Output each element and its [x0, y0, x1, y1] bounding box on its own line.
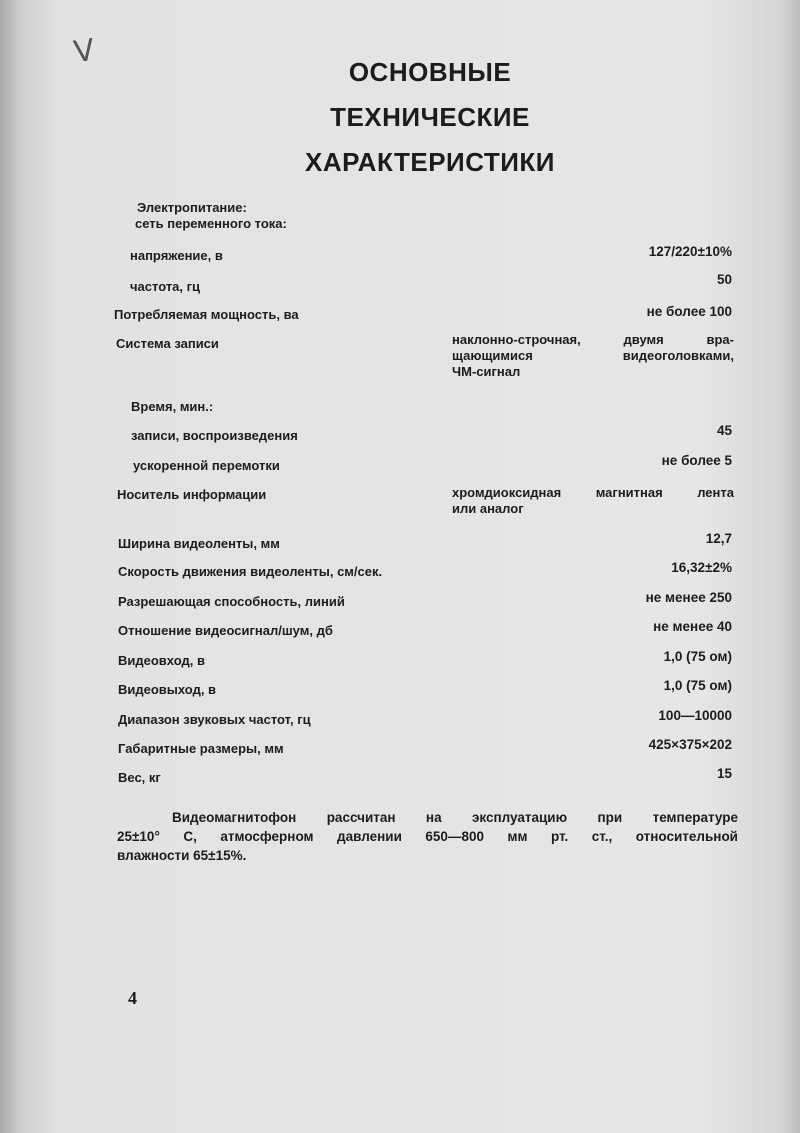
spec-value-tape-width: 12,7 — [705, 531, 732, 546]
spec-value-line: щающимися видеоголовками, — [452, 348, 734, 363]
title-line: ХАРАКТЕРИСТИКИ — [305, 147, 555, 177]
page-number: 4 — [128, 988, 137, 1008]
spec-label-audio-range: Диапазон звуковых частот, гц — [118, 712, 311, 727]
spec-value-line: хромдиоксидная магнитная лента — [452, 485, 734, 500]
spec-label-video-in: Видеовход, в — [118, 653, 205, 668]
note-line: влажности 65±15%. — [117, 848, 247, 863]
spec-value-power: не более 100 — [646, 304, 732, 319]
spec-label-fast-wind: ускоренной перемотки — [133, 458, 280, 473]
spec-value-audio-range: 100—10000 — [658, 708, 732, 723]
spec-value-fast-wind: не более 5 — [661, 453, 732, 468]
spec-value-dimensions: 425×375×202 — [648, 737, 732, 752]
spec-label-video-out: Видеовыход, в — [118, 682, 217, 697]
spec-label-record-play: записи, воспроизведения — [131, 428, 298, 443]
title-line: ОСНОВНЫЕ — [348, 57, 512, 87]
spec-value-line: или аналог — [452, 501, 524, 516]
check-mark: V — [71, 32, 97, 71]
spec-label-resolution: Разрешающая способность, линий — [118, 594, 345, 609]
spec-label-tape-width: Ширина видеоленты, мм — [118, 536, 280, 551]
spec-value-recording-system — [452, 332, 734, 380]
operating-conditions-note — [117, 808, 738, 865]
spec-value-snr: не менее 40 — [653, 619, 732, 634]
spec-value-weight: 15 — [716, 766, 732, 781]
spec-label-media: Носитель информации — [117, 487, 267, 502]
spec-label-voltage: напряжение, в — [130, 248, 223, 263]
spec-label-dimensions: Габаритные размеры, мм — [118, 741, 284, 756]
spec-value-resolution: не менее 250 — [645, 590, 732, 605]
power-subheading: сеть переменного тока: — [135, 216, 287, 231]
spec-value-record-play: 45 — [716, 423, 732, 438]
spec-value-video-out: 1,0 (75 ом) — [663, 678, 732, 693]
spec-label-power: Потребляемая мощность, ва — [114, 307, 299, 322]
title-line: ТЕХНИЧЕСКИЕ — [330, 102, 530, 132]
spec-label-recording-system: Система записи — [116, 336, 219, 351]
note-line: Видеомагнитофон рассчитан на эксплуатацию при температуре — [172, 810, 738, 825]
spec-value-line: наклонно-строчная, двумя вра- — [452, 332, 734, 347]
power-heading: Электропитание: — [137, 200, 247, 215]
spec-label-frequency: частота, гц — [130, 279, 201, 294]
spec-value-frequency: 50 — [716, 272, 732, 287]
spec-label-time: Время, мин.: — [131, 399, 214, 414]
spec-label-tape-speed: Скорость движения видеоленты, см/сек. — [118, 564, 383, 579]
spec-value-tape-speed: 16,32±2% — [671, 560, 732, 575]
spec-value-media — [452, 485, 734, 517]
spec-value-line: ЧМ-сигнал — [452, 364, 521, 379]
spec-value-video-in: 1,0 (75 ом) — [663, 649, 732, 664]
spec-label-weight: Вес, кг — [118, 770, 161, 785]
spec-label-snr: Отношение видеосигнал/шум, дб — [118, 623, 333, 638]
spec-value-voltage: 127/220±10% — [648, 244, 732, 259]
note-line: 25±10° С, атмосферном давлении 650—800 мм рт. ст., относительной — [117, 829, 738, 844]
page-title — [0, 50, 800, 185]
